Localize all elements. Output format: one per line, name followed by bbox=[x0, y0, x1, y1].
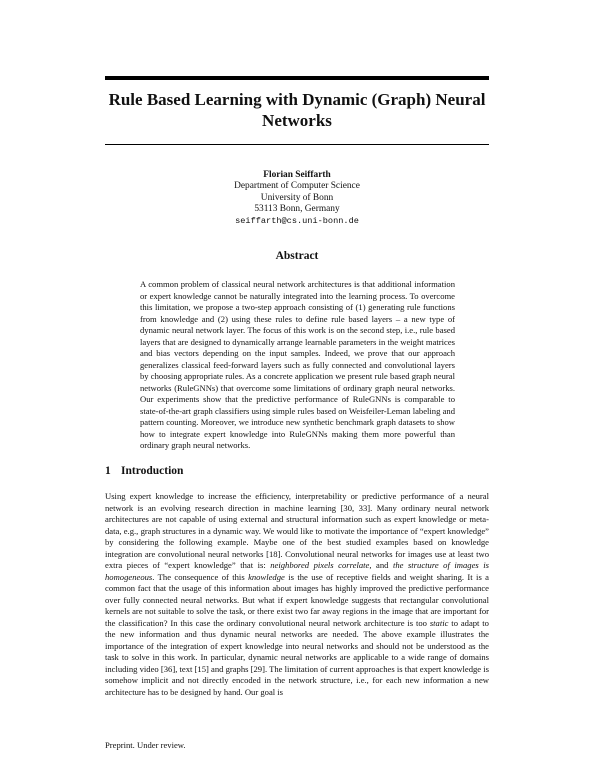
author-block bbox=[150, 170, 444, 227]
title-top-rule bbox=[105, 76, 489, 80]
intro-emphasis: knowledge bbox=[248, 571, 285, 582]
paper-title: Rule Based Learning with Dynamic (Graph) Neural Networks bbox=[108, 90, 486, 130]
intro-emphasis: neighbored pixels correlate bbox=[270, 560, 370, 570]
intro-emphasis: the structure of images is homogeneous bbox=[105, 560, 489, 582]
abstract-heading: Abstract bbox=[275, 250, 319, 262]
preprint-footer: Preprint. Under review. bbox=[105, 740, 186, 750]
author-name: Florian Seiffarth bbox=[263, 170, 331, 180]
intro-segment: is the use of receptive fields and weight sharing. It is a common fact that the usage of this information about images has highly improved the predictive performance over fully connected neural networks. But what if expert knowledge suggests that rectangular convolutional kernels are not suitable to solve the task, or there exist two far away regions in the image that are important for the classification? In this case the ordinary convolutional neural network architecture is too bbox=[105, 571, 489, 628]
author-email: seiffarth@cs.uni-bonn.de bbox=[235, 215, 359, 226]
author-address: 53113 Bonn, Germany bbox=[254, 204, 340, 215]
intro-segment: Using expert knowledge to increase the efficiency, interpretability or predictive performance of a neural network is an evolving research direction in machine learning [30, 33]. Many ordinary neural network architectures are not capable of using external and structural information such as expert knowledge or meta-data, e.g., graph structures in a dynamic way. We would like to motivate the importance of “expert knowledge” by considering the following example. Maybe one of the best studied examples based on knowledge integration are convolutional neural networks [18]. Convolutional neural networks for images use at least two extra pieces of “expert knowledge” that is: bbox=[105, 491, 489, 570]
section-heading-introduction bbox=[105, 465, 183, 477]
intro-emphasis: static bbox=[429, 617, 449, 628]
intro-segment: . The consequence of this bbox=[152, 571, 249, 582]
section-title: Introduction bbox=[121, 465, 184, 477]
author-department: Department of Computer Science bbox=[234, 181, 360, 192]
author-university: University of Bonn bbox=[260, 192, 334, 203]
title-bottom-rule bbox=[105, 144, 489, 145]
intro-segment: , and bbox=[369, 560, 393, 570]
abstract-text: A common problem of classical neural network architectures is that additional information or expert knowledge cannot be naturally integrated into the learning process. To overcome this limitation, we propose a two-step approach consisting of (1) generating rule functions from knowledge and (2) using these rules to define rule based layers – a new type of dynamic neural network layer. The focus of this work is on the second step, i.e., rule based layers that are designed to dynamically arrange learnable parameters in the weight matrices and bias vectors depending on the input samples. Indeed, we prove that our approach generalizes classical feed-forward layers such as fully connected and convolutional layers by choosing appropriate rules. As a concrete application we present rule based graph neural networks (RuleGNNs) that overcome some limitations of ordinary graph neural networks. Our experiments show that the predictive performance of RuleGNNs is comparable to state-of-the-art graph classifiers using simple rules based on Weisfeiler-Leman labeling and pattern counting. Moreover, we introduce new synthetic benchmark graph datasets to show how to integrate expert knowledge into RuleGNNs making them more powerful than ordinary graph neural networks. bbox=[140, 279, 455, 450]
intro-segment: to adapt to the new information and thus dynamic neural networks are needed. The above example illustrates the importance of the integration of expert knowledge into neural networks and should not be understood as the task to solve in this work. In particular, dynamic neural networks are applicable to a wide range of domains including video [36], text [15] and graphs [29]. The limitation of current approaches is that expert knowledge is somehow implicit and not directly encoded in the network structure, i.e., for each new information a new architecture has to be designed by hand. Our goal is bbox=[105, 617, 489, 697]
section-number: 1 bbox=[105, 465, 111, 477]
introduction-text bbox=[105, 491, 489, 698]
